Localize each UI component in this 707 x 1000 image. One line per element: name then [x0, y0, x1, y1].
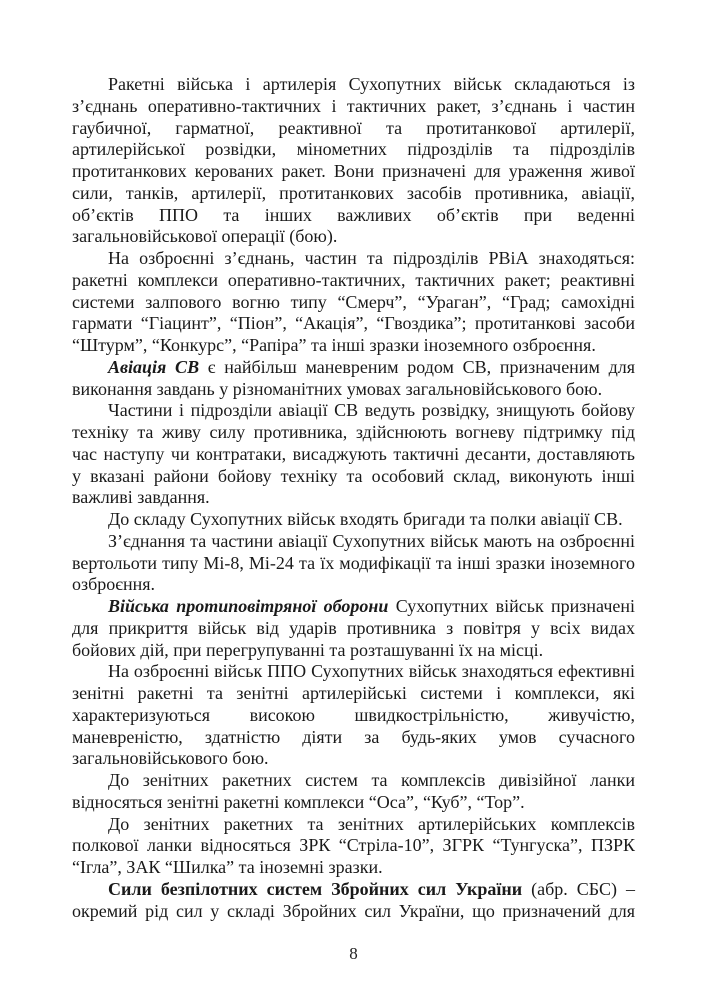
term-army-aviation: Авіація СВ: [108, 356, 200, 377]
page-number: 8: [349, 944, 358, 963]
text-run: (абр. СБС) –: [522, 878, 635, 899]
text-line: полкової ланки відносяться ЗРК “Стріла-10”, ЗГРК “Тунгуска”, ПЗРК: [72, 835, 635, 856]
text-line: З’єднання та частини авіації Сухопутних військ мають на озброєнні: [108, 530, 635, 551]
text-line: об’єктів ППО та інших важливих об’єктів при веденні: [72, 204, 635, 225]
text-line: озброєння.: [72, 574, 156, 595]
text-line: До зенітних ракетних та зенітних артилерійських комплексів: [108, 813, 635, 834]
text-line: Ракетні війська і артилерія Сухопутних військ складаються із: [108, 74, 635, 94]
text-run: є найбільш маневреним родом СВ, призначеним для: [199, 356, 635, 377]
text-line: вертольоти типу Мі-8, Мі-24 та їх модифікації та інші зразки іноземного: [72, 552, 635, 573]
text-line: артилерійської розвідки, мінометних підрозділів та підрозділів: [72, 139, 635, 160]
text-line: маневреністю, здатністю діяти за будь-яких умов сучасного: [72, 726, 635, 747]
paragraph-rvia-armament: [72, 248, 635, 357]
text-line: До складу Сухопутних військ входять бригади та полки авіації СВ.: [108, 509, 623, 529]
text-line: важливі завдання.: [72, 487, 210, 508]
document-page: [72, 74, 635, 922]
paragraph-air-defense: [72, 596, 635, 661]
paragraph-unmanned-systems: [72, 879, 635, 923]
text-line: сили, танків, артилерії, протитанкових засобів противника, авіації,: [72, 182, 635, 203]
text-line: загальновійськового бою.: [72, 748, 269, 769]
text-line: На озброєнні з’єднань, частин та підрозділів РВіА знаходяться:: [108, 248, 635, 268]
text-run: Сухопутних військ призначені: [388, 596, 635, 616]
text-line: системи залпового вогню типу “Смерч”, “Ураган”, “Град; самохідні: [72, 291, 635, 312]
paragraph-regimental-sam: [72, 814, 635, 879]
text-line: час наступу чи контратаки, висаджують тактичні десанти, доставляють: [72, 443, 635, 464]
text-line: “Ігла”, ЗАК “Шилка” та іноземні зразки.: [72, 857, 383, 877]
text-line: зенітні ракетні та зенітні артилерійські системи і комплекси, які: [72, 683, 635, 703]
text-line: виконання завдань у різноманітних умовах загальновійськового бою.: [72, 378, 603, 399]
paragraph-aviation-tasks: [72, 400, 635, 509]
text-line: для прикриття військ від ударів противника з повітря у всіх видах: [72, 617, 635, 638]
text-line: [72, 596, 635, 618]
text-line: техніку та живу силу противника, здійснюють вогневу підтримку під: [72, 422, 635, 442]
term-air-defense: Війська протиповітряної оборони: [108, 596, 389, 616]
text-line: з’єднань оперативно-тактичних і тактичних ракет, з’єднань і частин: [72, 95, 635, 116]
text-line: “Штурм”, “Конкурс”, “Рапіра” та інші зразки іноземного озброєння.: [72, 335, 596, 355]
paragraph-divisional-sam: [72, 770, 635, 814]
paragraph-missile-artillery: [72, 74, 635, 248]
paragraph-air-defense-armament: [72, 661, 635, 770]
text-line: На озброєнні військ ППО Сухопутних військ знаходяться ефективні: [108, 661, 635, 682]
text-line: у вказані райони бойову техніку та особовий склад, виконують інші: [72, 465, 635, 486]
text-line: гармати “Гіацинт”, “Піон”, “Акація”, “Гвоздика”; протитанкові засоби: [72, 313, 635, 334]
text-line: протитанкових керованих ракет. Вони призначені для ураження живої: [72, 161, 635, 181]
text-line: Частини і підрозділи авіації СВ ведуть розвідку, знищують бойову: [108, 400, 635, 421]
paragraph-army-aviation: [72, 357, 635, 401]
text-line: бойових дій, при перегрупуванні та розташуванні їх на місці.: [72, 639, 544, 660]
text-line: відносяться зенітні ракетні комплекси “Оса”, “Куб”, “Тор”.: [72, 791, 525, 812]
text-line: [72, 357, 635, 379]
text-line: загальновійськової операції (бою).: [72, 226, 338, 247]
text-line: До зенітних ракетних систем та комплексів дивізійної ланки: [108, 770, 635, 790]
text-line: ракетні комплекси оперативно-тактичних, тактичних ракет; реактивні: [72, 269, 635, 290]
text-line: гаубичної, гарматної, реактивної та протитанкової артилерії,: [72, 117, 635, 138]
paragraph-aviation-armament: [72, 531, 635, 596]
term-unmanned-systems-forces: Сили безпілотних систем Збройних сил України: [108, 878, 523, 899]
text-line: [72, 879, 635, 901]
text-line: окремий рід сил у складі Збройних сил України, що призначений для: [72, 900, 635, 921]
paragraph-aviation-composition: [72, 509, 635, 531]
text-line: характеризуються високою швидкострільністю, живучістю,: [72, 704, 635, 725]
